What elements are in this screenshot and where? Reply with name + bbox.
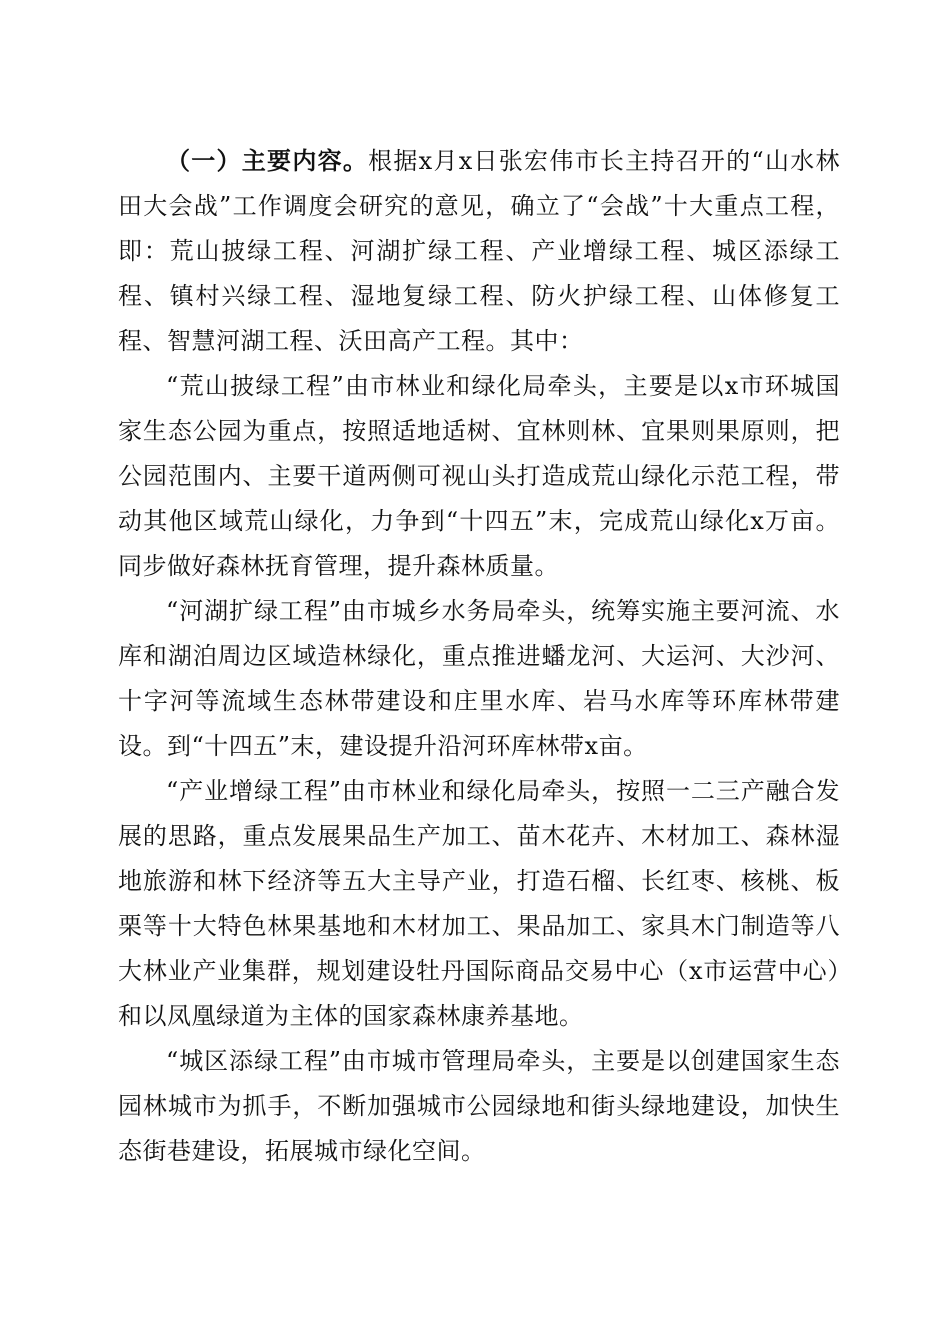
paragraph-barren-hills: “荒山披绿工程”由市林业和绿化局牵头，主要是以x市环城国家生态公园为重点，按照适地适树、宜林则林、宜果则果原则，把公园范围内、主要干道两侧可视山头打造成荒山绿化示范工程，带动其他区域荒山绿化，力争到“十四五”末，完成荒山绿化x万亩。同步做好森林抚育管理，提升森林质量。 (118, 372, 840, 580)
paragraph-main-content (118, 138, 840, 364)
paragraph-industry: “产业增绿工程”由市林业和绿化局牵头，按照一二三产融合发展的思路，重点发展果品生产加工、苗木花卉、木材加工、森林湿地旅游和林下经济等五大主导产业，打造石榴、长红枣、核桃、板栗等十大特色林果基地和木材加工、果品加工、家具木门制造等八大林业产业集群，规划建设牡丹国际商品交易中心（x市运营中心）和以凤凰绿道为主体的国家森林康养基地。 (118, 777, 840, 1030)
paragraph-text: 根据x月x日张宏伟市长主持召开的“山水林田大会战”工作调度会研究的意见，确立了“会战”十大重点工程，即：荒山披绿工程、河湖扩绿工程、产业增绿工程、城区添绿工程、镇村兴绿工程、湿地复绿工程、防火护绿工程、山体修复工程、智慧河湖工程、沃田高产工程。其中： (118, 147, 840, 355)
paragraph-river-lake: “河湖扩绿工程”由市城乡水务局牵头，统筹实施主要河流、水库和湖泊周边区域造林绿化，重点推进蟠龙河、大运河、大沙河、十字河等流域生态林带建设和庄里水库、岩马水库等环库林带建设。到“十四五”末，建设提升沿河环库林带x亩。 (118, 597, 840, 760)
document-body (118, 138, 840, 1174)
section-heading: （一）主要内容。 (166, 146, 369, 175)
paragraph-urban: “城区添绿工程”由市城市管理局牵头，主要是以创建国家生态园林城市为抓手，不断加强城市公园绿地和街头绿地建设，加快生态街巷建设，拓展城市绿化空间。 (118, 1047, 840, 1165)
